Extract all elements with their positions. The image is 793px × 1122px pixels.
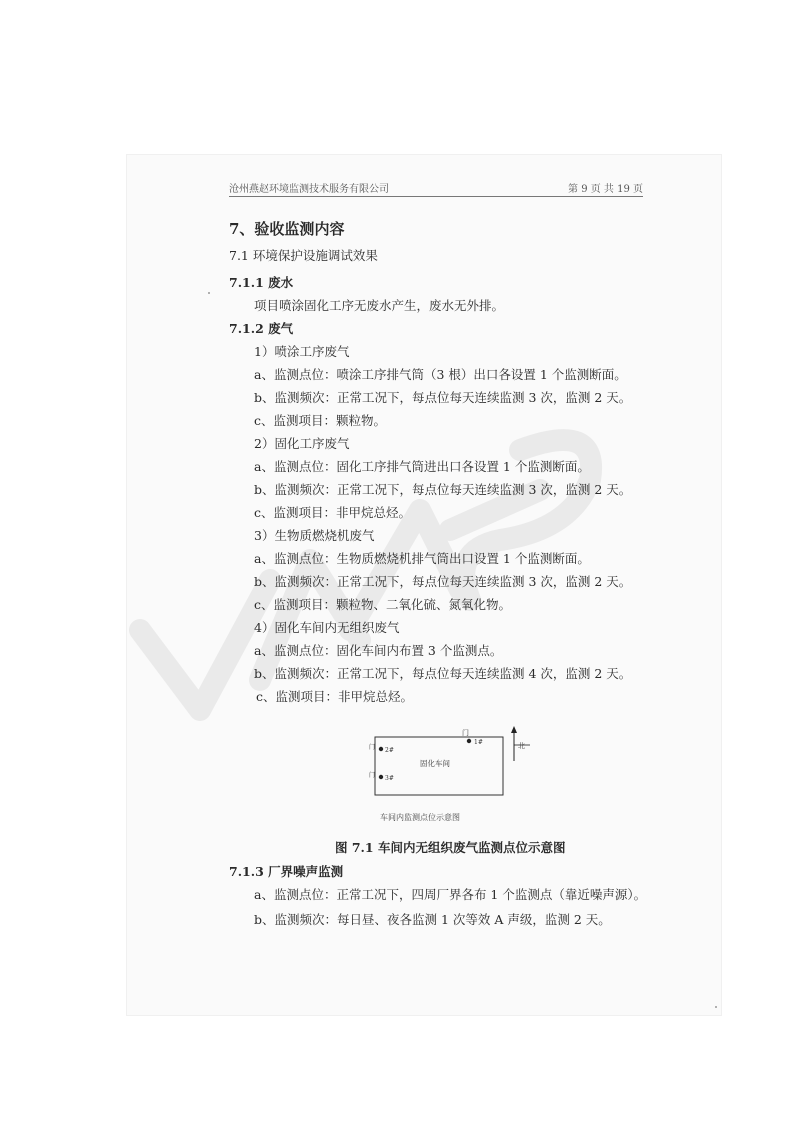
exhaust-item-title: 2）固化工序废气 [254, 436, 350, 451]
diagram-inner-caption: 车间内监测点位示意图 [380, 813, 460, 822]
point-3-label: 3# [385, 775, 394, 782]
monitoring-point-diagram [360, 725, 540, 825]
section-title: 7、验收监测内容 [229, 220, 345, 238]
header-page-number: 第 9 页 共 19 页 [568, 184, 643, 195]
header-company: 沧州燕赵环境监测技术服务有限公司 [229, 184, 389, 195]
exhaust-item-c: c、监测项目：非甲烷总烃。 [256, 689, 414, 704]
point-1-marker [467, 739, 471, 743]
point-1-label: 1# [474, 739, 483, 746]
exhaust-item-a: a、监测点位：生物质燃烧机排气筒出口设置 1 个监测断面。 [254, 551, 590, 566]
figure-caption: 图 7.1 车间内无组织废气监测点位示意图 [335, 840, 566, 855]
exhaust-item-title: 3）生物质燃烧机废气 [254, 528, 375, 543]
header-divider [229, 196, 643, 197]
heading-exhaust: 7.1.2 废气 [229, 321, 294, 336]
exhaust-item-b: b、监测频次：正常工况下，每点位每天连续监测 3 次，监测 2 天。 [254, 482, 632, 497]
heading-wastewater: 7.1.1 废水 [229, 275, 294, 290]
exhaust-item-a: a、监测点位：固化车间内布置 3 个监测点。 [254, 643, 503, 658]
exhaust-item-title: 1）喷涂工序废气 [254, 344, 350, 359]
door-left-label: 门 [369, 744, 376, 751]
point-2-label: 2# [385, 747, 394, 754]
point-3-marker [379, 775, 383, 779]
door-top-label: 门 [462, 729, 469, 737]
exhaust-item-b: b、监测频次：正常工况下，每点位每天连续监测 3 次，监测 2 天。 [254, 574, 632, 589]
exhaust-item-title: 4）固化车间内无组织废气 [254, 620, 400, 635]
room-label: 固化车间 [420, 759, 450, 768]
door-left-label: 门 [369, 772, 376, 779]
point-2-marker [379, 747, 383, 751]
wastewater-text: 项目喷涂固化工序无废水产生，废水无外排。 [254, 298, 505, 313]
exhaust-item-c: c、监测项目：颗粒物。 [254, 413, 387, 428]
exhaust-item-c: c、监测项目：颗粒物、二氧化硫、氮氧化物。 [254, 597, 512, 612]
diagram-svg [360, 725, 540, 825]
exhaust-item-b: b、监测频次：正常工况下，每点位每天连续监测 3 次，监测 2 天。 [254, 390, 632, 405]
exhaust-item-c: c、监测项目：非甲烷总烃。 [254, 505, 412, 520]
north-label: 北 [518, 742, 525, 750]
scan-speck [715, 1006, 717, 1008]
subsection-7-1: 7.1 环境保护设施调试效果 [229, 248, 378, 263]
scan-speck [208, 292, 210, 294]
noise-item-a: a、监测点位：正常工况下，四周厂界各布 1 个监测点（靠近噪声源）。 [254, 887, 647, 902]
exhaust-item-b: b、监测频次：正常工况下，每点位每天连续监测 4 次，监测 2 天。 [254, 666, 632, 681]
noise-item-b: b、监测频次：每日昼、夜各监测 1 次等效 A 声级，监测 2 天。 [254, 912, 611, 927]
heading-noise: 7.1.3 厂界噪声监测 [229, 864, 344, 879]
exhaust-item-a: a、监测点位：喷涂工序排气筒（3 根）出口各设置 1 个监测断面。 [254, 367, 627, 382]
exhaust-item-a: a、监测点位：固化工序排气筒进出口各设置 1 个监测断面。 [254, 459, 590, 474]
